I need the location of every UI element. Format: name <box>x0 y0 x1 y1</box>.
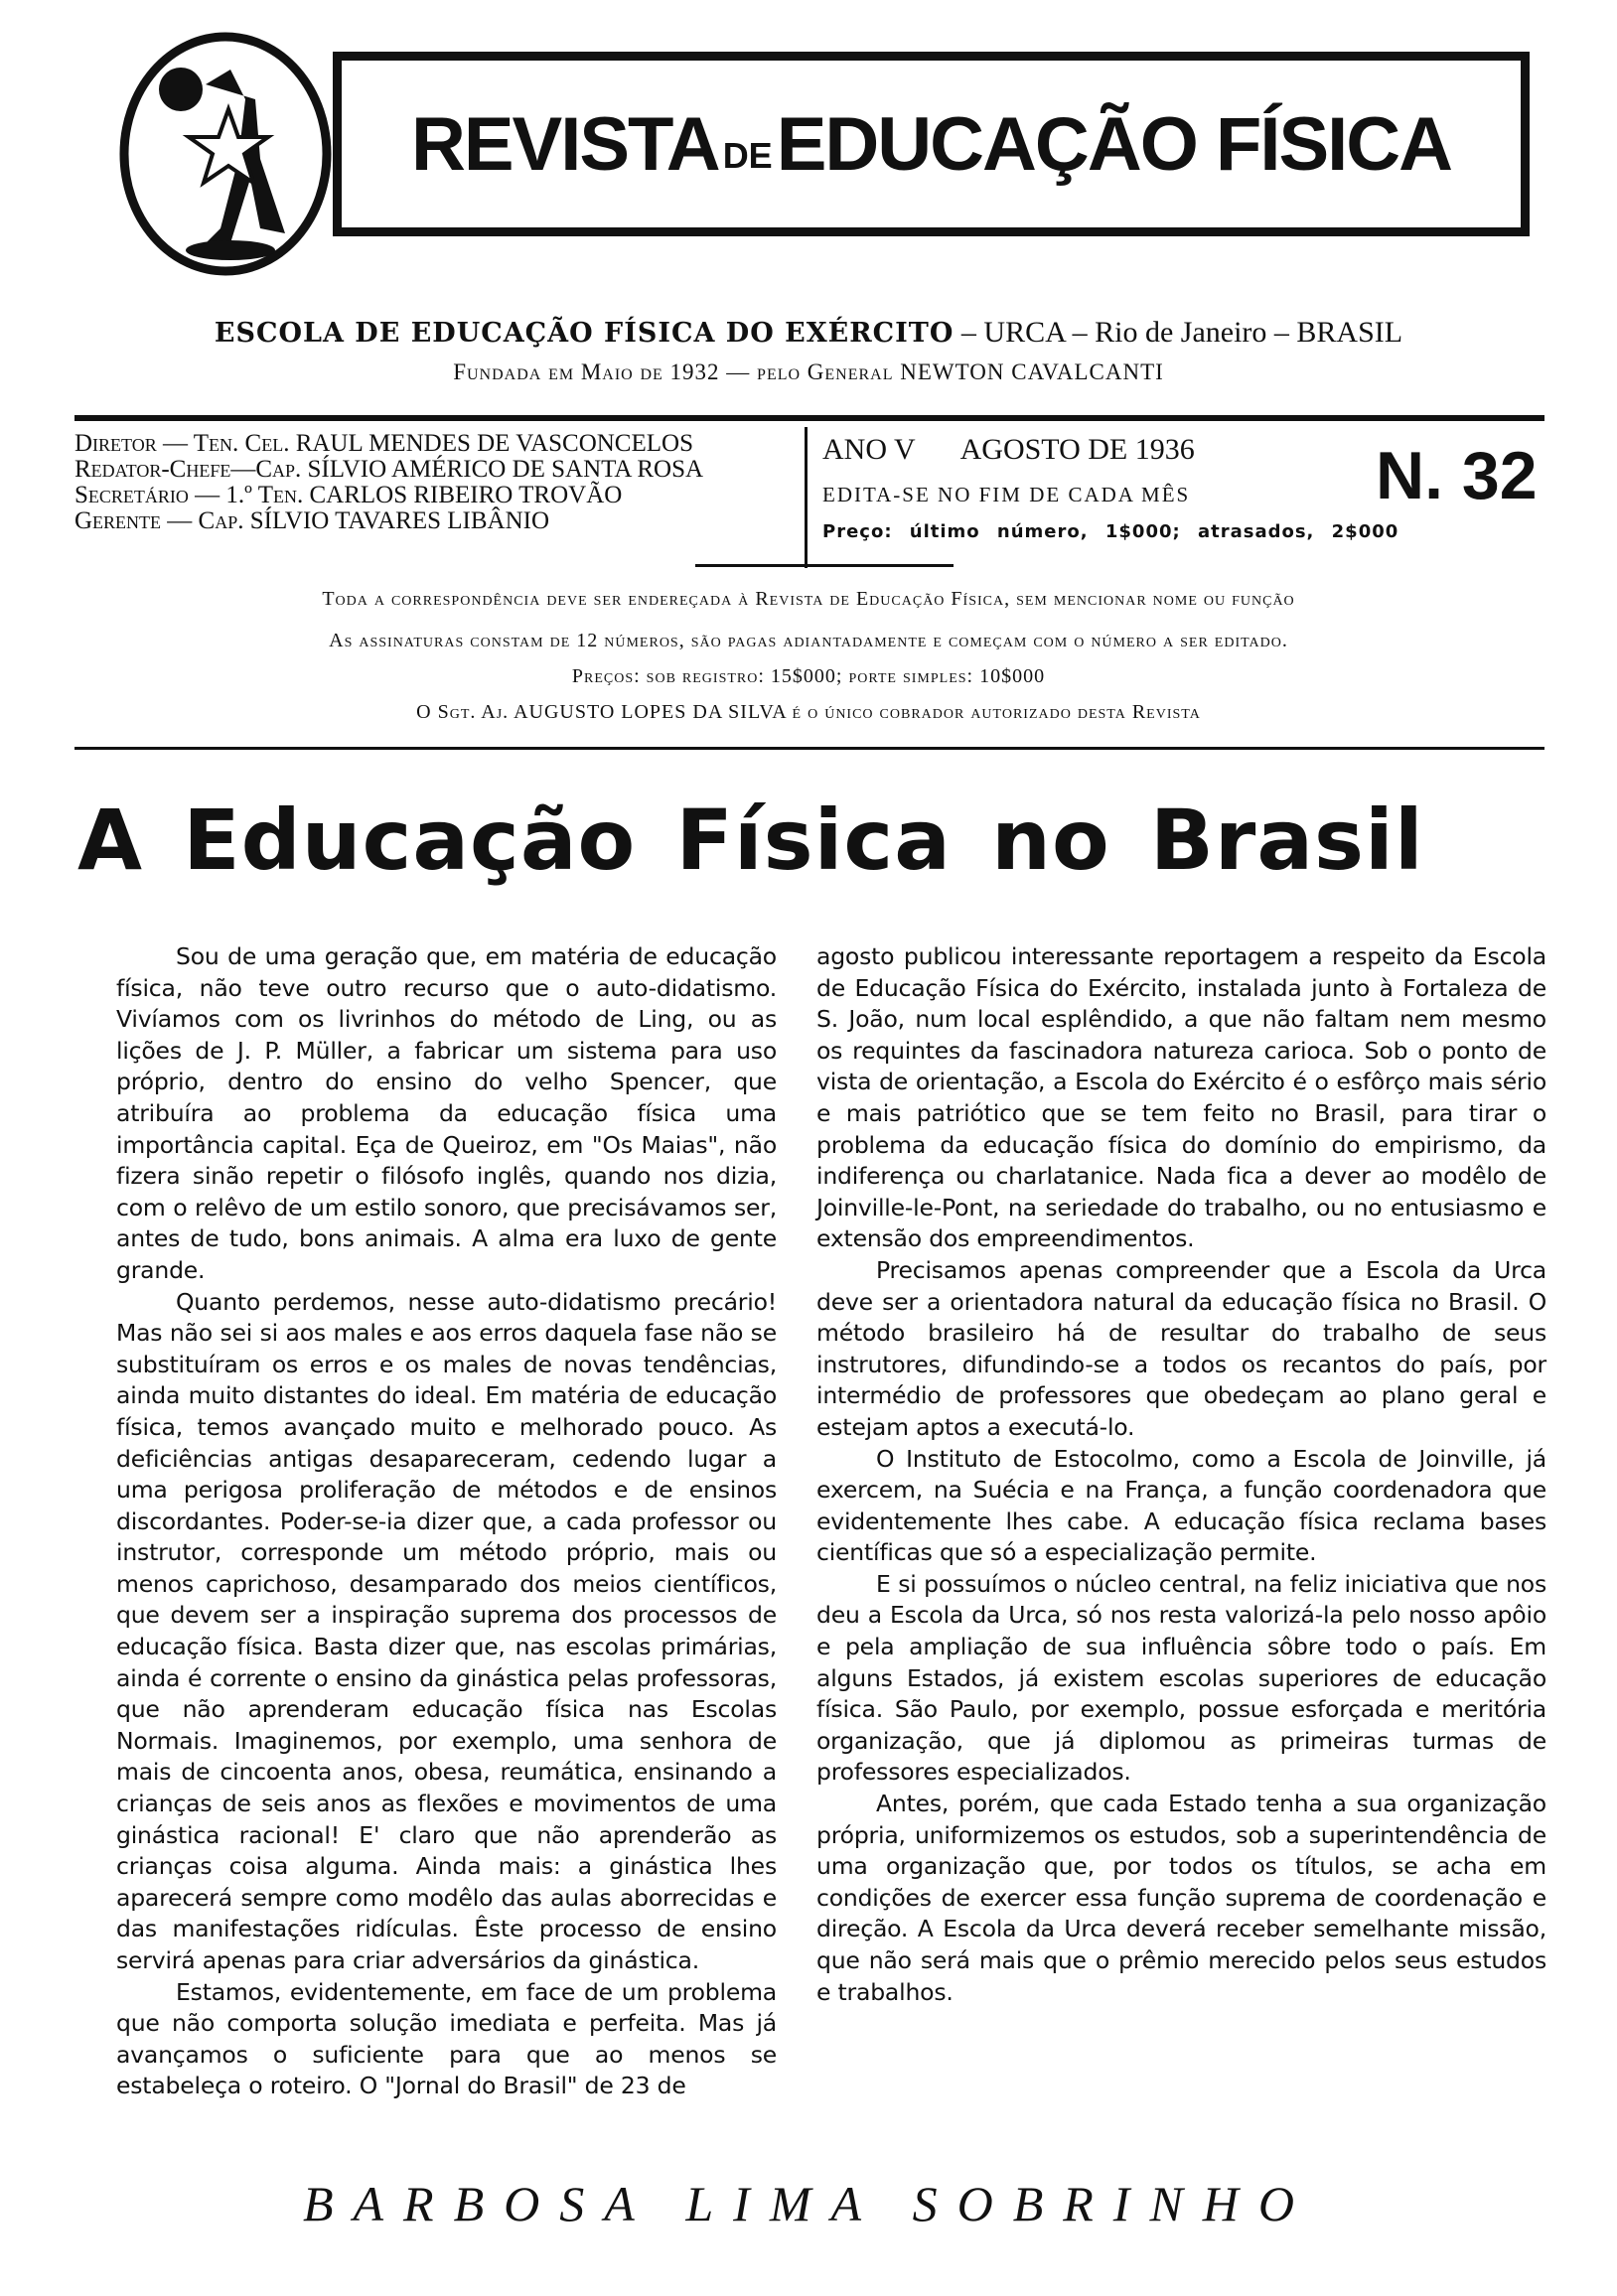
discobolus-star-logo <box>111 30 340 278</box>
article-title: A Educação Física no Brasil <box>77 791 1424 889</box>
notice: As assinaturas constam de 12 números, são pagas adiantadamente e começam com o número a ser editado. <box>329 630 1288 651</box>
paragraph: Antes, porém, que cada Estado tenha a sua organização própria, uniformizemos os estudos, sob a superintendência de uma organização que, por todos os títulos, se acha em condições de exercer essa função suprema de coordenação e direção. A Escola da Urca deverá receber semelhante missão, que não será mais que o prêmio merecido pelos seus estudos e trabalhos. <box>816 1790 1546 2006</box>
divider <box>695 564 954 567</box>
article-column-2 <box>816 941 1546 2008</box>
paragraph: Sou de uma geração que, em matéria de educação física, não teve outro recurso que o auto-didatismo. Vivíamos com os livrinhos do método de Ling, ou as lições de J. P. Müller, a fabricar um sistema para uso próprio, dentro do ensino do velho Spencer, que atribuíra ao problema da educação física uma importância capital. Eça de Queiroz, em "Os Maias", não fizera sinão repetir o filósofo inglês, quando nos dizia, com o relêvo de um estilo sonoro, que precisávamos ser, antes de tudo, bons animais. A alma era luxo de gente grande. <box>116 942 777 1284</box>
paragraph: Precisamos apenas compreender que a Escola da Urca deve ser a orientadora natural da educação física no Brasil. O método brasileiro há de resultar do trabalho de seus instrutores, difundindo-se a todos os recantos do país, por intermédio de professores que obedeçam ao plano geral e estejam aptos a executá-lo. <box>816 1255 1546 1441</box>
staff-list <box>74 431 800 534</box>
notice: O Sgt. Aj. AUGUSTO LOPES DA SILVA é o único cobrador autorizado desta Revista <box>416 701 1201 723</box>
price-line: Preço: último número, 1$000; atrasados, 2$000 <box>822 521 1399 542</box>
divider <box>74 747 1544 750</box>
notice: Preços: sob registro: 15$000; porte simples: 10$000 <box>571 665 1046 687</box>
notice: Toda a correspondência deve ser endereçada à Revista de Educação Física, sem mencionar nome ou função <box>322 588 1295 610</box>
staff-editor: Redator-Chefe—Cap. SÍLVIO AMÉRICO DE SANTA ROSA <box>74 456 704 483</box>
paragraph: O Instituto de Estocolmo, como a Escola de Joinville, já exercem, na Suécia e na França, a função coordenadora que evidentemente lhes cabe. A educação física reclama bases científicas que só a especialização permite. <box>816 1444 1546 1567</box>
paragraph: agosto publicou interessante reportagem a respeito da Escola de Educação Física do Exército, instalada junto à Fortaleza de S. João, num local esplêndido, a que não faltam nem mesmo os requintes da fascinadora natureza carioca. Sob o ponto de vista de orientação, a Escola do Exército é o esfôrço mais sério e mais patriótico que se tem feito no Brasil, para tirar o problema da educação física do domínio do empirismo, da indiferença ou charlatanice. Nada fica a dever ao modêlo de Joinville-le-Pont, na seriedade do trabalho, ou no entusiasmo e extensão dos empreendimentos. <box>816 942 1546 1253</box>
staff-secretary: Secretário — 1.º Ten. CARLOS RIBEIRO TROVÃO <box>74 482 623 508</box>
article-column-1 <box>116 941 777 2102</box>
issue-date: ANO V AGOSTO DE 1936 <box>822 433 1195 466</box>
paragraph: Estamos, evidentemente, em face de um problema que não comporta solução imediata e perfeita. Mas já avançamos o suficiente para que ao menos se estabeleça o roteiro. O "Jornal do Brasil" de 23 de <box>116 1977 777 2100</box>
staff-director: Diretor — Ten. Cel. RAUL MENDES DE VASCONCELOS <box>74 430 693 457</box>
edition-note: EDITA-SE NO FIM DE CADA MÊS <box>822 483 1191 506</box>
masthead-title: REVISTA DE EDUCAÇÃO FÍSICA <box>333 52 1530 236</box>
divider <box>805 427 808 568</box>
staff-manager: Gerente — Cap. SÍLVIO TAVARES LIBÂNIO <box>74 507 550 534</box>
author-signature: BARBOSA LIMA SOBRINHO <box>302 2176 1315 2231</box>
founded-line: Fundada em Maio de 1932 — pelo General NEWTON CAVALCANTI <box>453 359 1164 384</box>
paragraph: E si possuímos o núcleo central, na feliz iniciativa que nos deu a Escola da Urca, só nos resta valorizá-la pelo nosso apôio e pela ampliação de sua influência sôbre todo o país. Em alguns Estados, já existem escolas superiores de educação física. São Paulo, por exemplo, possue esforçada e meritória organização, que já diplomou as primeiras turmas de professores especializados. <box>816 1569 1546 1787</box>
paragraph: Quanto perdemos, nesse auto-didatismo precário! Mas não sei si aos males e aos erros daquela fase não se substituíram os erros e os males de novas tendências, ainda muito distantes do ideal. Em matéria de educação física, temos avançado muito e melhorado pouco. As deficiências antigas desapareceram, cedendo lugar a uma perigosa proliferação de métodos e de ensinos discordantes. Poder-se-ia dizer que, a cada professor ou instrutor, corresponde um método próprio, mais ou menos caprichoso, desamparado dos meios científicos, que devem ser a inspiração suprema dos processos de educação física. Basta dizer que, nas escolas primárias, ainda é corrente o ensino da ginástica pelas professoras, que não aprenderam educação física nas Escolas Normais. Imaginemos, por exemplo, uma senhora de mais de cincoenta anos, obesa, reumática, ensinando a crianças de seis anos as flexões e movimentos de uma ginástica racional! E' claro que não aprenderão as crianças coisa alguma. Ainda mais: a ginástica lhes aparecerá sempre como modêlo das aulas aborrecidas e das manifestações ridículas. Êste processo de ensino servirá apenas para criar adversários da ginástica. <box>116 1287 777 1974</box>
issue-number: N. 32 <box>1376 438 1538 513</box>
school-line: ESCOLA DE EDUCAÇÃO FÍSICA DO EXÉRCITO – URCA – Rio de Janeiro – BRASIL <box>214 316 1403 349</box>
divider <box>74 415 1544 421</box>
